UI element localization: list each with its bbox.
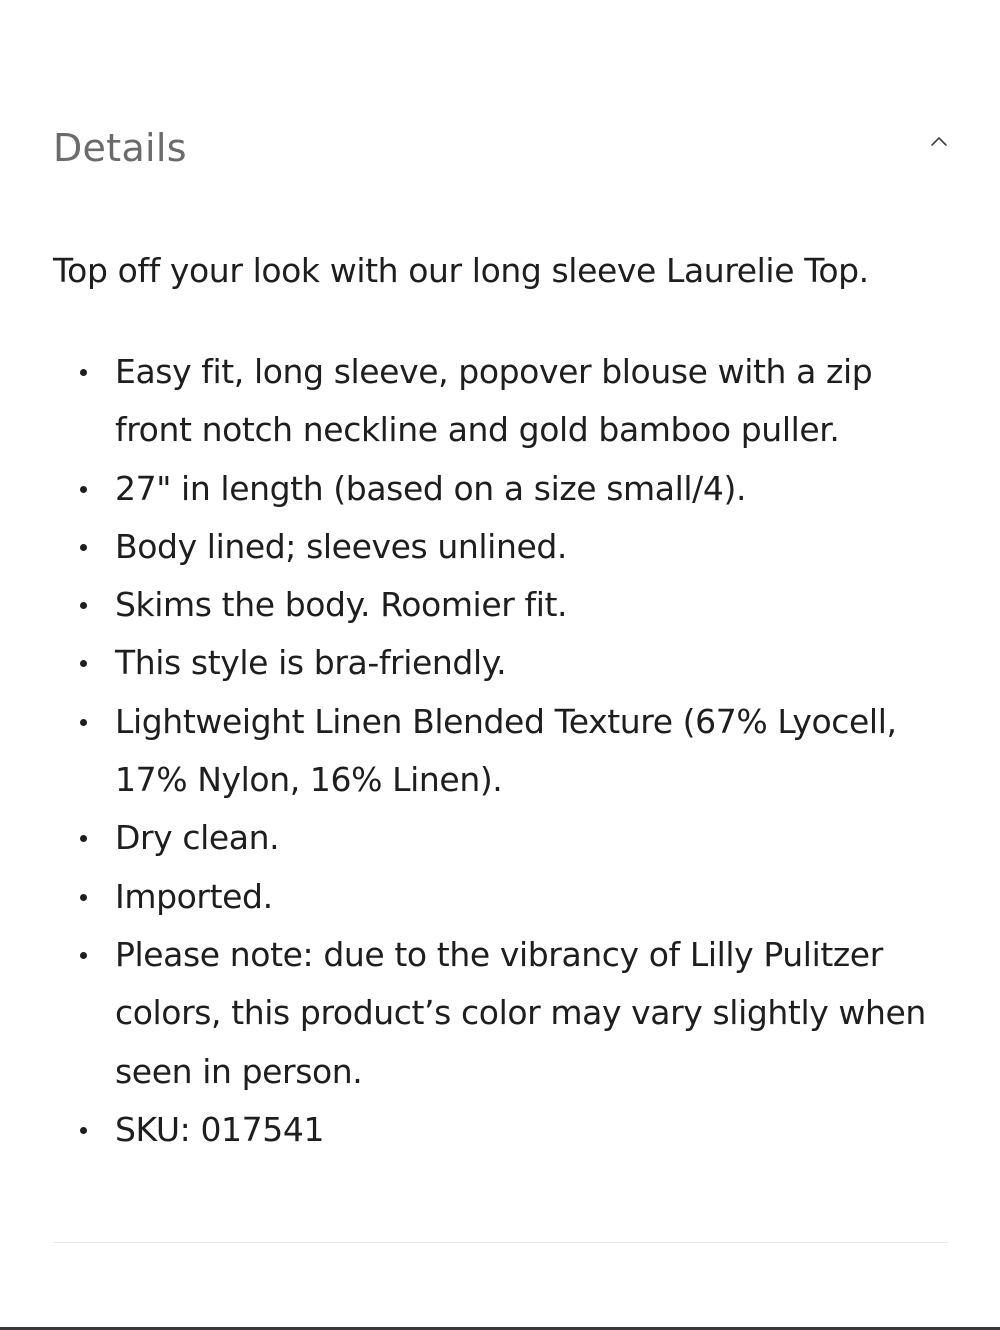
list-item-text: Imported. [115,876,273,916]
bullet-dot [80,1127,87,1134]
list-item-text: Body lined; sleeves unlined. [115,526,568,566]
list-item [53,1101,953,1159]
list-item-text: Lightweight Linen Blended Texture (67% Lyocell, 17% Nylon, 16% Linen). [115,701,897,800]
details-title: Details [53,126,187,170]
list-item [53,926,953,1101]
list-item-text: Skims the body. Roomier fit. [115,585,568,625]
bullet-dot [80,369,87,376]
list-item [53,343,953,460]
details-accordion-header[interactable] [53,122,948,174]
list-item [53,576,953,634]
list-item [53,868,953,926]
list-item-text: Please note: due to the vibrancy of Lilly Pulitzer colors, this product’s color may vary slightly when seen in person. [115,934,926,1091]
bullet-dot [80,486,87,493]
list-item-text: 27" in length (based on a size small/4). [115,468,747,508]
bullet-dot [80,660,87,667]
details-intro: Top off your look with our long sleeve Laurelie Top. [53,251,869,290]
list-item-text: SKU: 017541 [115,1109,325,1149]
chevron-up-icon[interactable] [930,133,948,151]
list-item-text: This style is bra-friendly. [115,643,507,683]
bullet-dot [80,835,87,842]
list-item [53,634,953,692]
list-item-text: Dry clean. [115,818,280,858]
list-item [53,460,953,518]
bullet-dot [80,602,87,609]
list-item-text: Easy fit, long sleeve, popover blouse with a zip front notch neckline and gold bamboo puller. [115,352,873,450]
bullet-dot [80,952,87,959]
details-bullet-list [53,343,953,1159]
list-item [53,809,953,867]
bullet-dot [80,894,87,901]
bullet-dot [80,544,87,551]
bullet-dot [80,719,87,726]
section-divider [53,1242,948,1243]
list-item [53,693,953,810]
list-item [53,518,953,576]
